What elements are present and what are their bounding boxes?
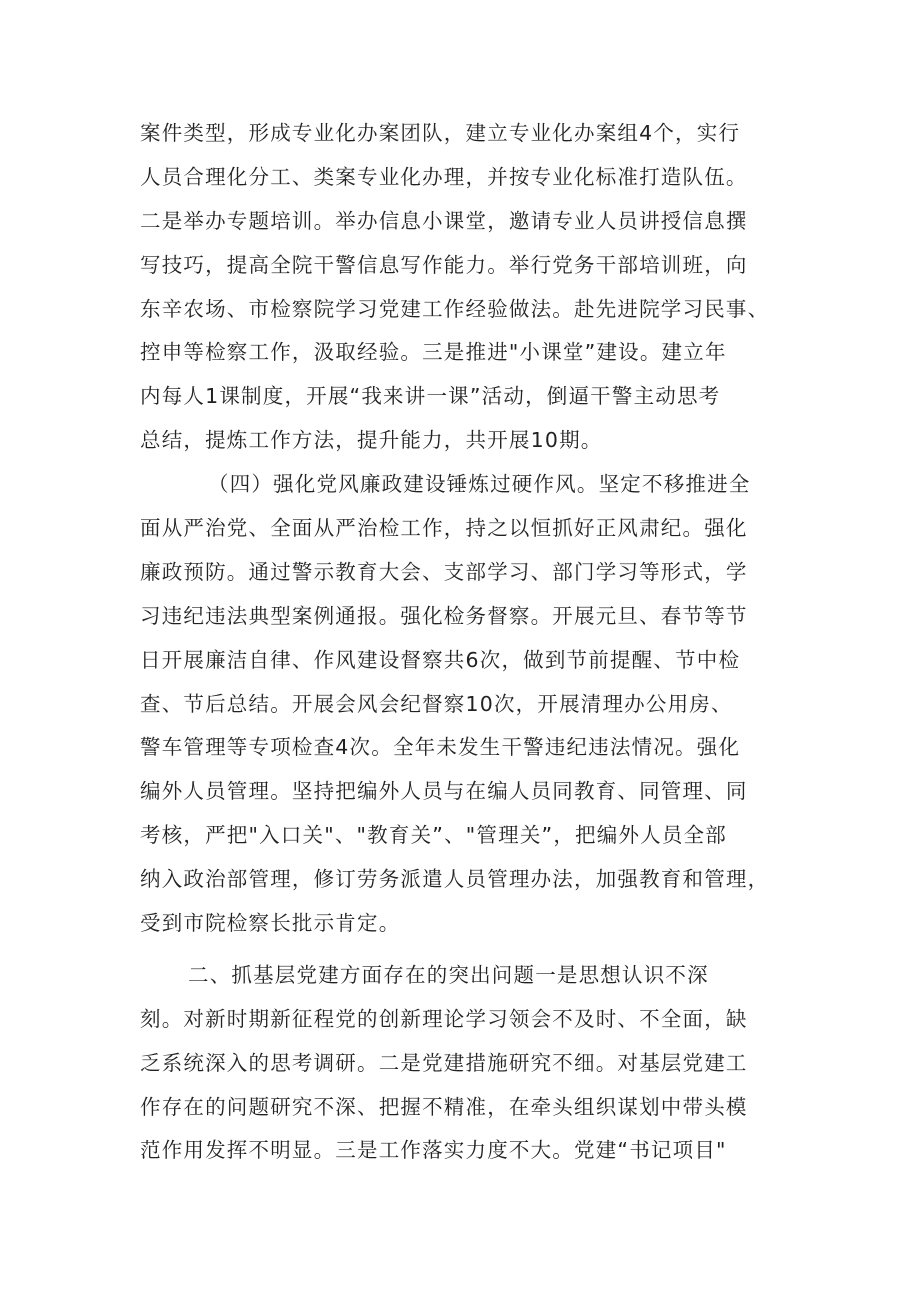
- text-line: 受到市院检察长批示肯定。: [140, 911, 401, 936]
- text-line: 写技巧，提高全院干警信息写作能力。举行党务干部培训班，向: [140, 252, 748, 277]
- text-line: 编外人员管理。坚持把编外人员与在编人员同教育、同管理、同: [140, 779, 748, 804]
- text-line: 作存在的问题研究不深、把握不精准，在牵头组织谋划中带头模: [140, 1094, 748, 1119]
- text-line: 案件类型，形成专业化办案团队，建立专业化办案组4个，实行: [140, 121, 741, 145]
- text-line: 乏系统深入的思考调研。二是党建措施研究不细。对基层党建工: [140, 1050, 748, 1075]
- text-line: 总结，提炼工作方法，提升能力，共开展10期。: [140, 428, 603, 453]
- text-line: 人员合理化分工、类案专业化办理，并按专业化标准打造队伍。: [140, 164, 748, 189]
- text-line: 习违纪违法典型案例通报。强化检务督察。开展元旦、春节等节: [140, 603, 748, 628]
- text-line: 查、节后总结。开展会风会纪督察10次，开展清理办公用房、: [140, 691, 733, 716]
- text-line: 纳入政治部管理，修订劳务派遣人员管理办法，加强教育和管理，: [140, 867, 770, 892]
- text-line: 警车管理等专项检查4次。全年未发生干警违纪违法情况。强化: [140, 735, 741, 760]
- text-line: 内每人1课制度，开展“我来讲一课”活动，倒逼干警主动思考: [140, 384, 721, 409]
- text-line: 范作用发挥不明显。三是工作落实力度不大。党建“书记项目": [140, 1138, 727, 1163]
- section-heading-line: （四）强化党风廉政建设锤炼过硬作风。坚定不移推进全: [208, 472, 751, 497]
- text-line: 面从严治党、全面从严治检工作，持之以恒抓好正风肃纪。强化: [140, 516, 748, 541]
- text-line: 二是举办专题培训。举办信息小课堂，邀请专业人员讲授信息撰: [140, 208, 748, 233]
- paragraph-gap: [140, 946, 785, 954]
- text-line: 考核，严把"入口关"、"教育关”、"管理关”，把编外人员全部: [140, 823, 727, 848]
- text-line: 刻。对新时期新征程党的创新理论学习领会不及时、不全面，缺: [140, 1006, 748, 1031]
- text-line: 廉政预防。通过警示教育大会、支部学习、部门学习等形式，学: [140, 559, 748, 584]
- text-line: 东辛农场、市检察院学习党建工作经验做法。赴先进院学习民事、: [140, 296, 770, 321]
- text-line: 控申等检察工作，汲取经验。三是推进"小课堂”建设。建立年: [140, 340, 727, 365]
- document-body: [140, 112, 785, 1173]
- text-line: 日开展廉洁自律、作风建设督察共6次，做到节前提醒、节中检: [140, 647, 741, 672]
- section-heading-line: 二、抓基层党建方面存在的突出问题一是思想认识不深: [188, 962, 709, 987]
